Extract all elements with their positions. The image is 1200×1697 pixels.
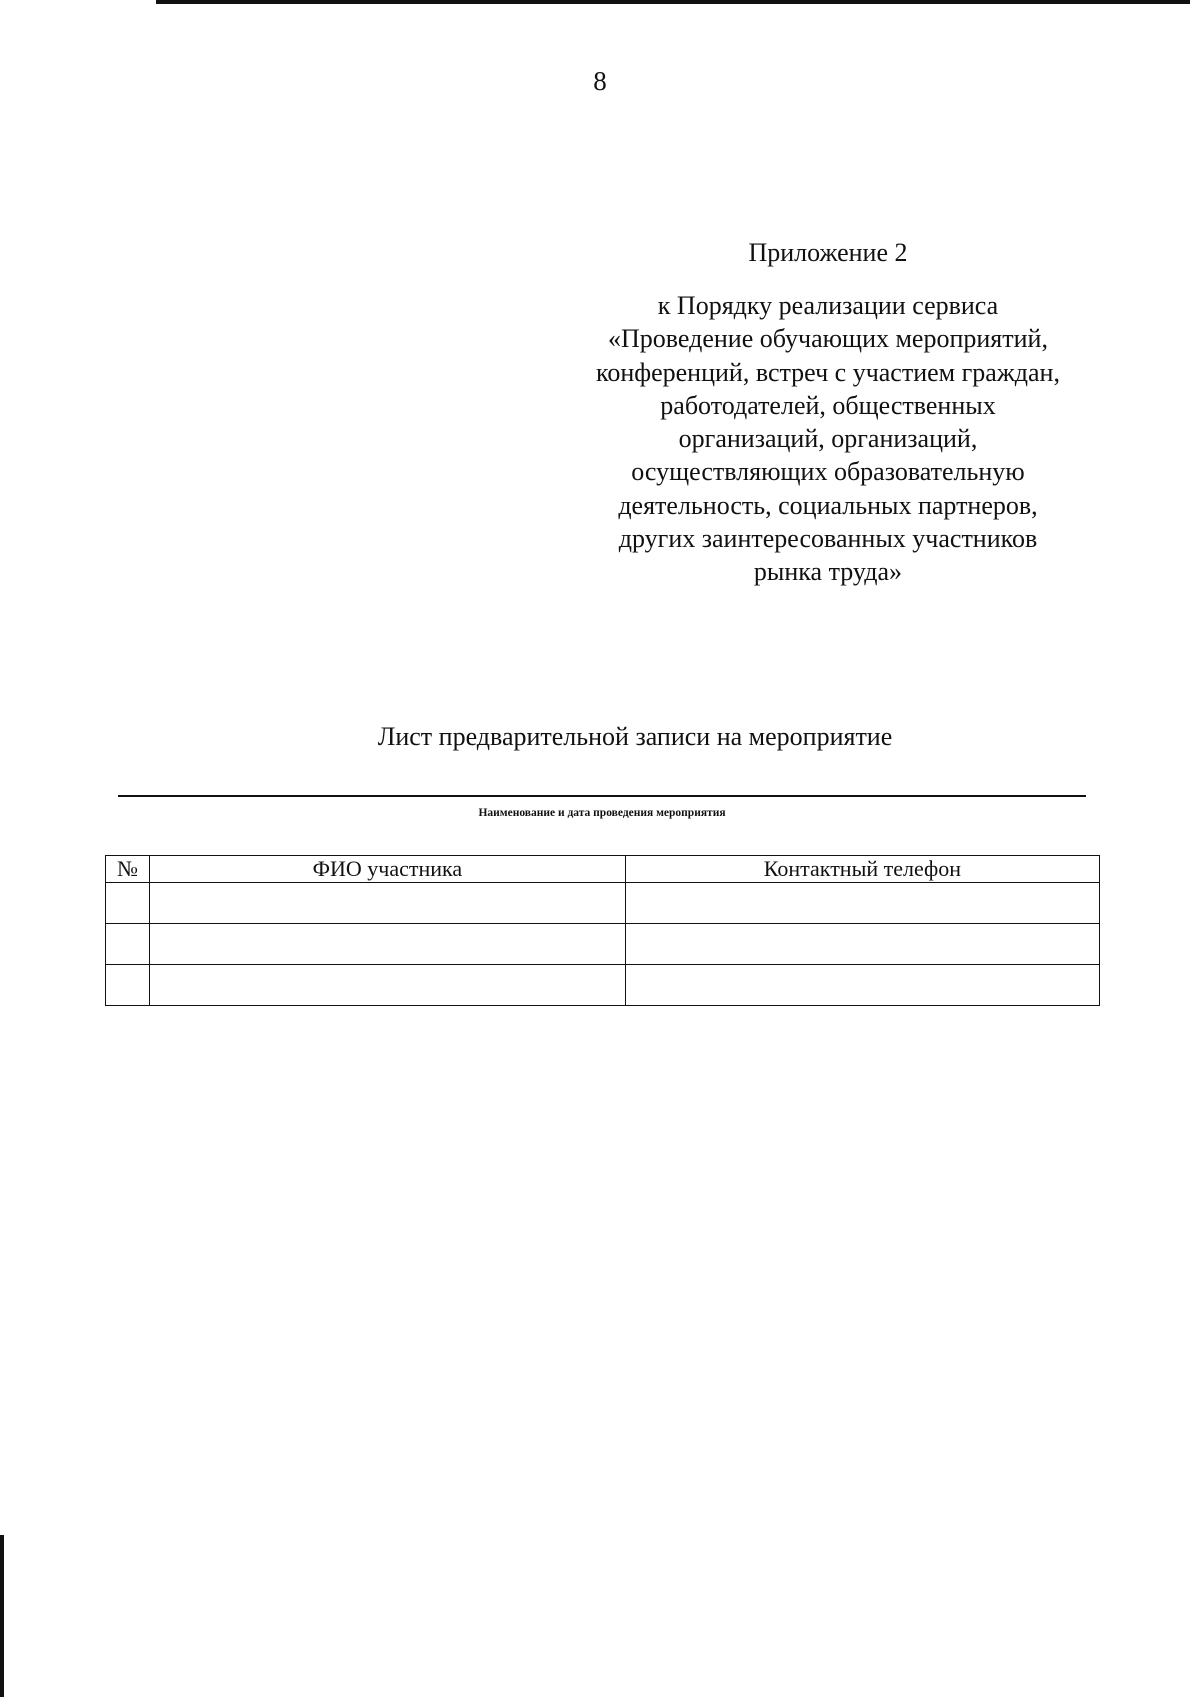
event-name-caption: Наименование и дата проведения мероприятия xyxy=(478,807,726,819)
appendix-line: «Проведение обучающих мероприятий, xyxy=(608,324,1048,354)
cell-phone[interactable] xyxy=(625,924,1099,965)
cell-number[interactable] xyxy=(106,924,150,965)
column-header-number: № xyxy=(106,856,150,883)
appendix-line: работодателей, общественных xyxy=(660,390,996,420)
appendix-block xyxy=(568,240,1088,589)
appendix-line: к Порядку реализации сервиса xyxy=(657,291,999,320)
cell-full-name[interactable] xyxy=(149,965,625,1006)
appendix-line: организаций, организаций, xyxy=(678,424,978,454)
table-header-row xyxy=(106,856,1100,883)
event-name-fill-line xyxy=(118,795,1086,797)
cell-number[interactable] xyxy=(106,965,150,1006)
page-number: 8 xyxy=(593,66,607,96)
cell-phone[interactable] xyxy=(625,883,1099,924)
signup-table xyxy=(105,855,1100,1006)
cell-phone[interactable] xyxy=(625,965,1099,1006)
appendix-line: деятельность, социальных партнеров, xyxy=(618,490,1038,520)
sheet-title: Лист предварительной записи на мероприятие xyxy=(377,722,893,751)
appendix-text xyxy=(568,289,1088,589)
cell-full-name[interactable] xyxy=(149,883,625,924)
cell-number[interactable] xyxy=(106,883,150,924)
column-header-full-name: ФИО участника xyxy=(149,856,625,883)
column-header-phone: Контактный телефон xyxy=(625,856,1099,883)
appendix-line: конференций, встреч с участием граждан, xyxy=(596,357,1060,387)
appendix-line: других заинтересованных участников xyxy=(618,524,1038,554)
table-row xyxy=(106,924,1100,965)
top-edge-rule xyxy=(156,0,1190,4)
table-row xyxy=(106,883,1100,924)
appendix-line: осуществляющих образовательную xyxy=(631,457,1025,487)
left-edge-scan-mark xyxy=(0,1535,4,1697)
appendix-line: рынка труда» xyxy=(753,557,903,587)
cell-full-name[interactable] xyxy=(149,924,625,965)
appendix-title: Приложение 2 xyxy=(748,238,908,267)
table-row xyxy=(106,965,1100,1006)
